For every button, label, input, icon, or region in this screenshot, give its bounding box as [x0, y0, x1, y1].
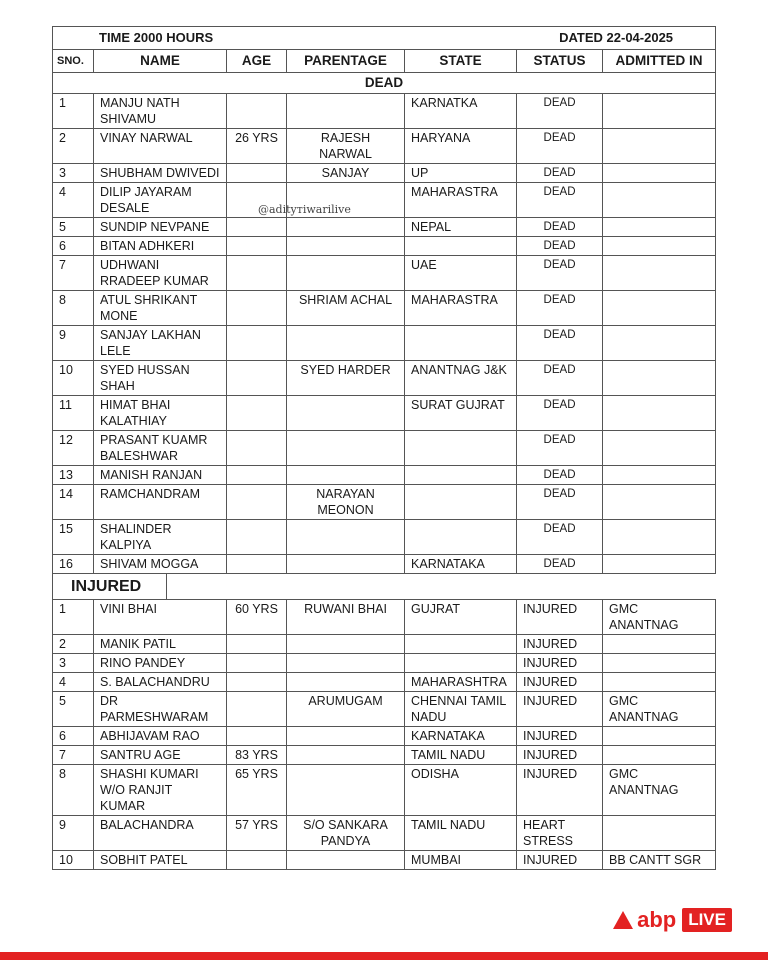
cell-admitted: BB CANTT SGR — [603, 851, 716, 870]
cell-status: DEAD — [517, 396, 603, 431]
cell-name: SHASHI KUMARI W/O RANJIT KUMAR — [94, 765, 227, 816]
cell-status: INJURED — [517, 654, 603, 673]
cell-state — [405, 485, 517, 520]
cell-sno: 6 — [53, 727, 94, 746]
cell-name: S. BALACHANDRU — [94, 673, 227, 692]
injured-table — [52, 599, 716, 870]
cell-status: DEAD — [517, 326, 603, 361]
cell-status: INJURED — [517, 746, 603, 765]
table-row — [53, 256, 716, 291]
cell-parentage — [287, 555, 405, 574]
cell-age — [227, 673, 287, 692]
cell-parentage: RUWANI BHAI — [287, 600, 405, 635]
cell-status: DEAD — [517, 218, 603, 237]
table-row — [53, 431, 716, 466]
cell-age — [227, 431, 287, 466]
cell-age — [227, 654, 287, 673]
cell-parentage — [287, 396, 405, 431]
table-row — [53, 183, 716, 218]
cell-state: MUMBAI — [405, 851, 517, 870]
cell-parentage — [287, 94, 405, 129]
brand-logo — [613, 907, 732, 933]
cell-sno: 5 — [53, 218, 94, 237]
table-row — [53, 326, 716, 361]
cell-name: SOBHIT PATEL — [94, 851, 227, 870]
cell-admitted — [603, 218, 716, 237]
table-row — [53, 361, 716, 396]
cell-status: INJURED — [517, 692, 603, 727]
cell-name: SYED HUSSAN SHAH — [94, 361, 227, 396]
cell-name: HIMAT BHAI KALATHIAY — [94, 396, 227, 431]
cell-name: SHUBHAM DWIVEDI — [94, 164, 227, 183]
cell-sno: 9 — [53, 326, 94, 361]
col-state: STATE — [405, 50, 517, 73]
cell-sno: 14 — [53, 485, 94, 520]
cell-admitted — [603, 94, 716, 129]
cell-state: ANANTNAG J&K — [405, 361, 517, 396]
cell-status: DEAD — [517, 520, 603, 555]
cell-admitted — [603, 727, 716, 746]
cell-name: VINI BHAI — [94, 600, 227, 635]
table-row — [53, 654, 716, 673]
cell-admitted — [603, 326, 716, 361]
cell-name: DILIP JAYARAM DESALE — [94, 183, 227, 218]
cell-age — [227, 485, 287, 520]
cell-name: SUNDIP NEVPANE — [94, 218, 227, 237]
report-date: DATED 22-04-2025 — [405, 27, 716, 50]
table-row — [53, 600, 716, 635]
table-row — [53, 520, 716, 555]
column-header-row — [53, 50, 716, 73]
cell-state: CHENNAI TAMIL NADU — [405, 692, 517, 727]
cell-status: DEAD — [517, 94, 603, 129]
cell-parentage — [287, 326, 405, 361]
cell-age — [227, 237, 287, 256]
cell-sno: 2 — [53, 129, 94, 164]
cell-sno: 7 — [53, 256, 94, 291]
cell-admitted — [603, 485, 716, 520]
cell-name: BITAN ADHKERI — [94, 237, 227, 256]
cell-admitted — [603, 673, 716, 692]
cell-name: UDHWANI RRADEEP KUMAR — [94, 256, 227, 291]
cell-status: INJURED — [517, 765, 603, 816]
cell-admitted — [603, 129, 716, 164]
cell-name: MANIK PATIL — [94, 635, 227, 654]
cell-admitted — [603, 816, 716, 851]
cell-state — [405, 635, 517, 654]
injured-section-header — [52, 574, 715, 599]
cell-admitted — [603, 746, 716, 765]
cell-age — [227, 520, 287, 555]
cell-age — [227, 256, 287, 291]
cell-age: 57 YRS — [227, 816, 287, 851]
cell-state: TAMIL NADU — [405, 746, 517, 765]
cell-status: DEAD — [517, 555, 603, 574]
injured-rows — [53, 600, 716, 870]
cell-status: HEART STRESS — [517, 816, 603, 851]
cell-parentage — [287, 256, 405, 291]
table-row — [53, 851, 716, 870]
cell-state: ODISHA — [405, 765, 517, 816]
table-row — [53, 164, 716, 183]
cell-admitted — [603, 164, 716, 183]
table-row — [53, 746, 716, 765]
table-row — [53, 237, 716, 256]
cell-state: TAMIL NADU — [405, 816, 517, 851]
cell-age — [227, 851, 287, 870]
cell-sno: 4 — [53, 183, 94, 218]
cell-parentage — [287, 466, 405, 485]
table-row — [53, 94, 716, 129]
watermark-handle: @adityтiwarilive — [258, 203, 351, 216]
cell-sno: 11 — [53, 396, 94, 431]
cell-admitted: GMC ANANTNAG — [603, 600, 716, 635]
cell-admitted — [603, 520, 716, 555]
cell-admitted — [603, 361, 716, 396]
cell-state — [405, 431, 517, 466]
cell-sno: 3 — [53, 654, 94, 673]
cell-state — [405, 520, 517, 555]
cell-status: DEAD — [517, 431, 603, 466]
report-time: TIME 2000 HOURS — [53, 27, 405, 50]
cell-age — [227, 396, 287, 431]
table-row — [53, 692, 716, 727]
cell-name: MANISH RANJAN — [94, 466, 227, 485]
cell-status: DEAD — [517, 237, 603, 256]
cell-age: 83 YRS — [227, 746, 287, 765]
cell-state: NEPAL — [405, 218, 517, 237]
cell-name: DR PARMESHWARAM — [94, 692, 227, 727]
cell-age: 60 YRS — [227, 600, 287, 635]
cell-age: 65 YRS — [227, 765, 287, 816]
cell-age — [227, 218, 287, 237]
cell-status: INJURED — [517, 851, 603, 870]
cell-parentage — [287, 765, 405, 816]
table-row — [53, 129, 716, 164]
cell-status: DEAD — [517, 129, 603, 164]
cell-age — [227, 692, 287, 727]
cell-parentage — [287, 431, 405, 466]
cell-status: INJURED — [517, 635, 603, 654]
cell-parentage — [287, 635, 405, 654]
cell-state: GUJRAT — [405, 600, 517, 635]
table-row — [53, 396, 716, 431]
cell-name: ABHIJAVAM RAO — [94, 727, 227, 746]
table-row — [53, 291, 716, 326]
cell-parentage — [287, 746, 405, 765]
cell-admitted — [603, 466, 716, 485]
cell-sno: 10 — [53, 361, 94, 396]
table-row — [53, 218, 716, 237]
cell-age — [227, 291, 287, 326]
cell-name: VINAY NARWAL — [94, 129, 227, 164]
cell-admitted — [603, 291, 716, 326]
cell-parentage: RAJESH NARWAL — [287, 129, 405, 164]
cell-admitted — [603, 635, 716, 654]
cell-age — [227, 94, 287, 129]
col-admitted: ADMITTED IN — [603, 50, 716, 73]
cell-parentage — [287, 237, 405, 256]
cell-status: INJURED — [517, 727, 603, 746]
cell-sno: 1 — [53, 94, 94, 129]
cell-parentage — [287, 654, 405, 673]
cell-sno: 5 — [53, 692, 94, 727]
cell-age — [227, 361, 287, 396]
cell-admitted — [603, 183, 716, 218]
table-row — [53, 485, 716, 520]
cell-state: MAHARASTRA — [405, 291, 517, 326]
cell-name: ATUL SHRIKANT MONE — [94, 291, 227, 326]
cell-sno: 3 — [53, 164, 94, 183]
injured-title: INJURED — [53, 574, 167, 599]
cell-admitted: GMC ANANTNAG — [603, 692, 716, 727]
dead-rows — [53, 94, 716, 574]
cell-status: DEAD — [517, 361, 603, 396]
cell-state — [405, 237, 517, 256]
cell-state — [405, 326, 517, 361]
cell-name: RINO PANDEY — [94, 654, 227, 673]
cell-state: MAHARASHTRA — [405, 673, 517, 692]
cell-parentage — [287, 727, 405, 746]
cell-parentage — [287, 851, 405, 870]
cell-parentage — [287, 520, 405, 555]
cell-age — [227, 466, 287, 485]
cell-name: SHIVAM MOGGA — [94, 555, 227, 574]
col-status: STATUS — [517, 50, 603, 73]
cell-sno: 10 — [53, 851, 94, 870]
cell-status: DEAD — [517, 466, 603, 485]
dead-table — [52, 26, 716, 574]
table-row — [53, 765, 716, 816]
cell-sno: 4 — [53, 673, 94, 692]
cell-age — [227, 164, 287, 183]
cell-admitted — [603, 431, 716, 466]
col-parentage: PARENTAGE — [287, 50, 405, 73]
cell-sno: 8 — [53, 291, 94, 326]
cell-name: SHALINDER KALPIYA — [94, 520, 227, 555]
cell-name: RAMCHANDRAM — [94, 485, 227, 520]
cell-sno: 13 — [53, 466, 94, 485]
cell-status: DEAD — [517, 256, 603, 291]
cell-parentage: SANJAY — [287, 164, 405, 183]
cell-sno: 16 — [53, 555, 94, 574]
cell-age — [227, 555, 287, 574]
table-row — [53, 727, 716, 746]
casualty-list-sheet — [52, 26, 715, 870]
cell-sno: 7 — [53, 746, 94, 765]
cell-status: INJURED — [517, 600, 603, 635]
cell-admitted — [603, 555, 716, 574]
cell-sno: 12 — [53, 431, 94, 466]
cell-parentage: ARUMUGAM — [287, 692, 405, 727]
cell-state: KARNATAKA — [405, 555, 517, 574]
cell-status: DEAD — [517, 164, 603, 183]
brand-arrow-icon — [613, 911, 633, 929]
cell-parentage: SHRIAM ACHAL — [287, 291, 405, 326]
cell-age — [227, 326, 287, 361]
cell-admitted — [603, 396, 716, 431]
cell-name: SANJAY LAKHAN LELE — [94, 326, 227, 361]
cell-parentage — [287, 673, 405, 692]
cell-parentage: NARAYAN MEONON — [287, 485, 405, 520]
cell-status: DEAD — [517, 485, 603, 520]
table-row — [53, 816, 716, 851]
cell-parentage — [287, 218, 405, 237]
cell-admitted — [603, 654, 716, 673]
col-name: NAME — [94, 50, 227, 73]
col-sno: SNO. — [53, 50, 94, 73]
cell-state: KARNATKA — [405, 94, 517, 129]
dead-title: DEAD — [53, 73, 716, 94]
cell-status: DEAD — [517, 291, 603, 326]
cell-sno: 8 — [53, 765, 94, 816]
cell-parentage: S/O SANKARA PANDYA — [287, 816, 405, 851]
cell-admitted — [603, 237, 716, 256]
cell-sno: 15 — [53, 520, 94, 555]
cell-age: 26 YRS — [227, 129, 287, 164]
table-row — [53, 673, 716, 692]
cell-name: BALACHANDRA — [94, 816, 227, 851]
cell-admitted: GMC ANANTNAG — [603, 765, 716, 816]
table-row — [53, 635, 716, 654]
cell-sno: 2 — [53, 635, 94, 654]
col-age: AGE — [227, 50, 287, 73]
cell-parentage: SYED HARDER — [287, 361, 405, 396]
cell-sno: 6 — [53, 237, 94, 256]
cell-sno: 9 — [53, 816, 94, 851]
cell-admitted — [603, 256, 716, 291]
cell-name: SANTRU AGE — [94, 746, 227, 765]
table-row — [53, 555, 716, 574]
cell-state: SURAT GUJRAT — [405, 396, 517, 431]
cell-name: PRASANT KUAMR BALESHWAR — [94, 431, 227, 466]
table-row — [53, 466, 716, 485]
brand-live-badge: LIVE — [682, 908, 732, 932]
cell-state: KARNATAKA — [405, 727, 517, 746]
footer-bar — [0, 952, 768, 960]
cell-state — [405, 654, 517, 673]
dead-section-header — [53, 73, 716, 94]
cell-status: DEAD — [517, 183, 603, 218]
cell-status: INJURED — [517, 673, 603, 692]
cell-state — [405, 466, 517, 485]
cell-state: UAE — [405, 256, 517, 291]
cell-state: MAHARASTRA — [405, 183, 517, 218]
cell-sno: 1 — [53, 600, 94, 635]
cell-name: MANJU NATH SHIVAMU — [94, 94, 227, 129]
cell-age — [227, 635, 287, 654]
cell-state: HARYANA — [405, 129, 517, 164]
brand-name: abp — [637, 907, 677, 932]
report-header-row — [53, 27, 716, 50]
cell-state: UP — [405, 164, 517, 183]
cell-age — [227, 727, 287, 746]
